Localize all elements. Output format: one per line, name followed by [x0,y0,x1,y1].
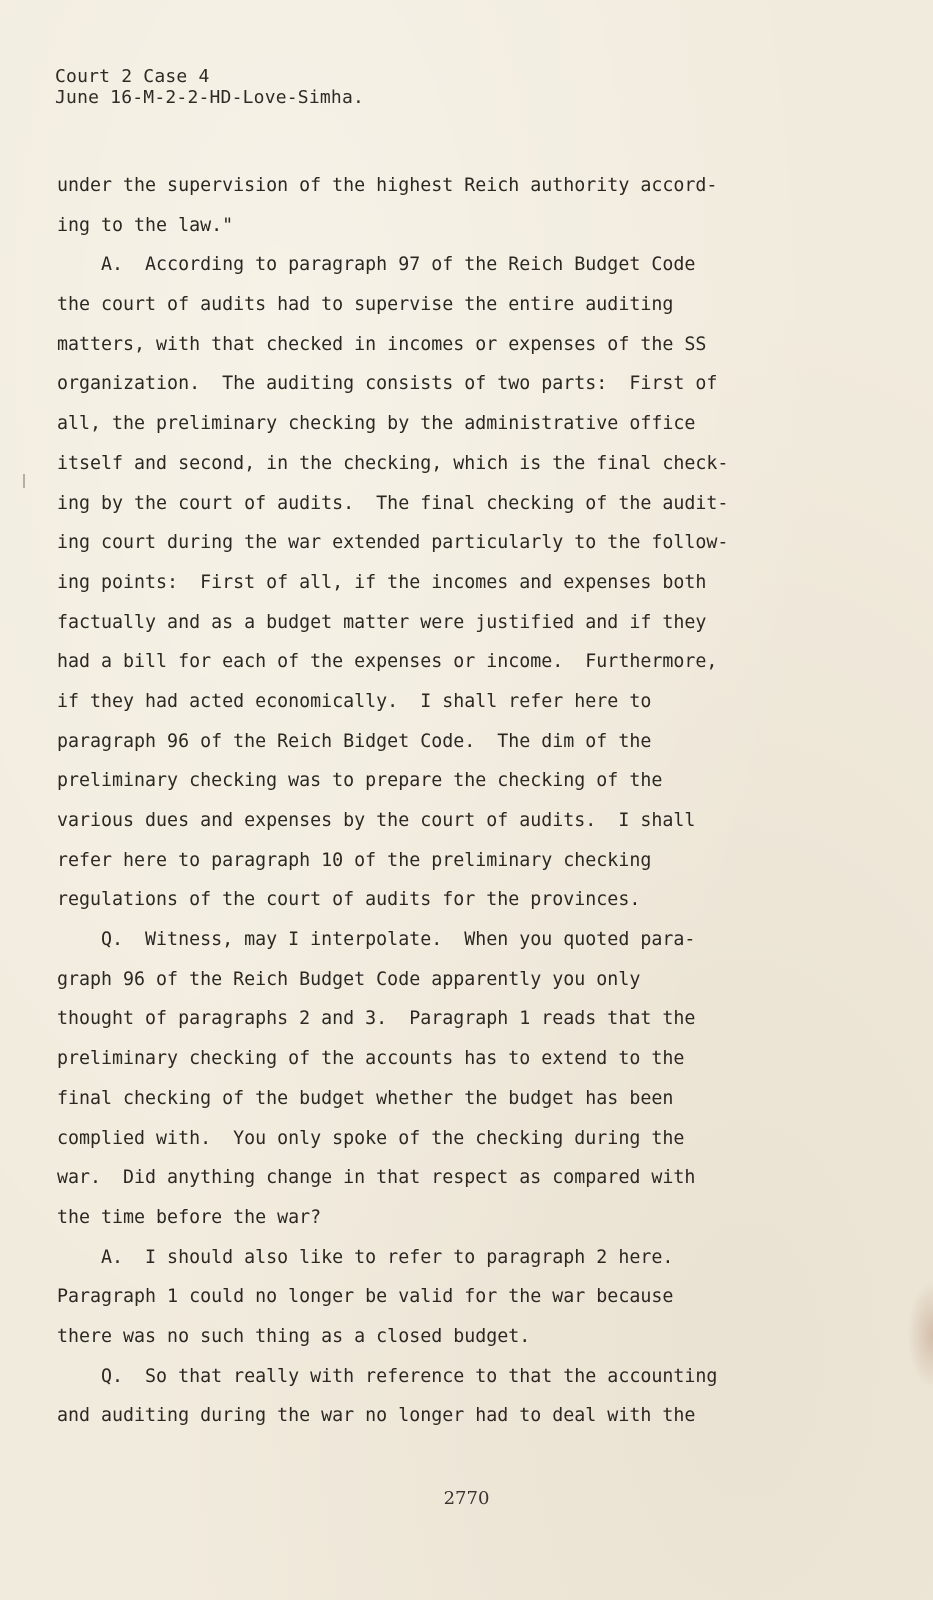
text-line: the court of audits had to supervise the entire auditing [57,294,674,316]
text-line: A. According to paragraph 97 of the Reich Budget Code [57,254,696,276]
text-line: ing by the court of audits. The final checking of the audit- [57,492,729,514]
text-line: all, the preliminary checking by the administrative office [57,413,696,435]
text-line: final checking of the budget whether the budget has been [57,1087,674,1109]
text-line: factually and as a budget matter were justified and if they [57,611,707,633]
text-line: A. I should also like to refer to paragraph 2 here. [57,1246,674,1268]
text-line: if they had acted economically. I shall refer here to [57,690,652,712]
text-line: complied with. You only spoke of the checking during the [57,1127,685,1149]
text-line: there was no such thing as a closed budget. [57,1325,531,1347]
text-line: itself and second, in the checking, which is the final check- [57,452,729,474]
text-line: graph 96 of the Reich Budget Code apparently you only [57,968,641,990]
text-line: and auditing during the war no longer had to deal with the [57,1405,696,1427]
header-case-line: Court 2 Case 4 [55,66,210,87]
text-line: paragraph 96 of the Reich Bidget Code. The dim of the [57,730,652,752]
text-line: refer here to paragraph 10 of the preliminary checking [57,849,652,871]
paper-edge-stain [907,1280,933,1390]
text-line: Q. Witness, may I interpolate. When you quoted para- [57,929,696,951]
transcript-body [57,166,847,1436]
text-line: ing to the law." [57,214,234,236]
text-line: the time before the war? [57,1206,322,1228]
text-line: preliminary checking of the accounts has to extend to the [57,1048,685,1070]
text-line: ing court during the war extended particularly to the follow- [57,532,729,554]
text-line: Paragraph 1 could no longer be valid for the war because [57,1286,674,1308]
text-line: regulations of the court of audits for the provinces. [57,889,641,911]
text-line: had a bill for each of the expenses or income. Furthermore, [57,651,718,673]
page-number: 2770 [443,1488,490,1509]
margin-mark [23,474,25,488]
header-date-line: June 16-M-2-2-HD-Love-Simha. [55,87,365,108]
text-line: ing points: First of all, if the incomes and expenses both [57,571,707,593]
text-line: thought of paragraphs 2 and 3. Paragraph 1 reads that the [57,1008,696,1030]
text-line: preliminary checking was to prepare the checking of the [57,770,663,792]
text-line: under the supervision of the highest Reich authority accord- [57,175,718,196]
document-header [55,66,364,108]
text-line: war. Did anything change in that respect as compared with [57,1167,696,1189]
text-line: Q. So that really with reference to that the accounting [57,1365,718,1387]
text-line: organization. The auditing consists of two parts: First of [57,373,718,395]
text-line: matters, with that checked in incomes or expenses of the SS [57,333,707,355]
text-line: various dues and expenses by the court of audits. I shall [57,810,696,831]
